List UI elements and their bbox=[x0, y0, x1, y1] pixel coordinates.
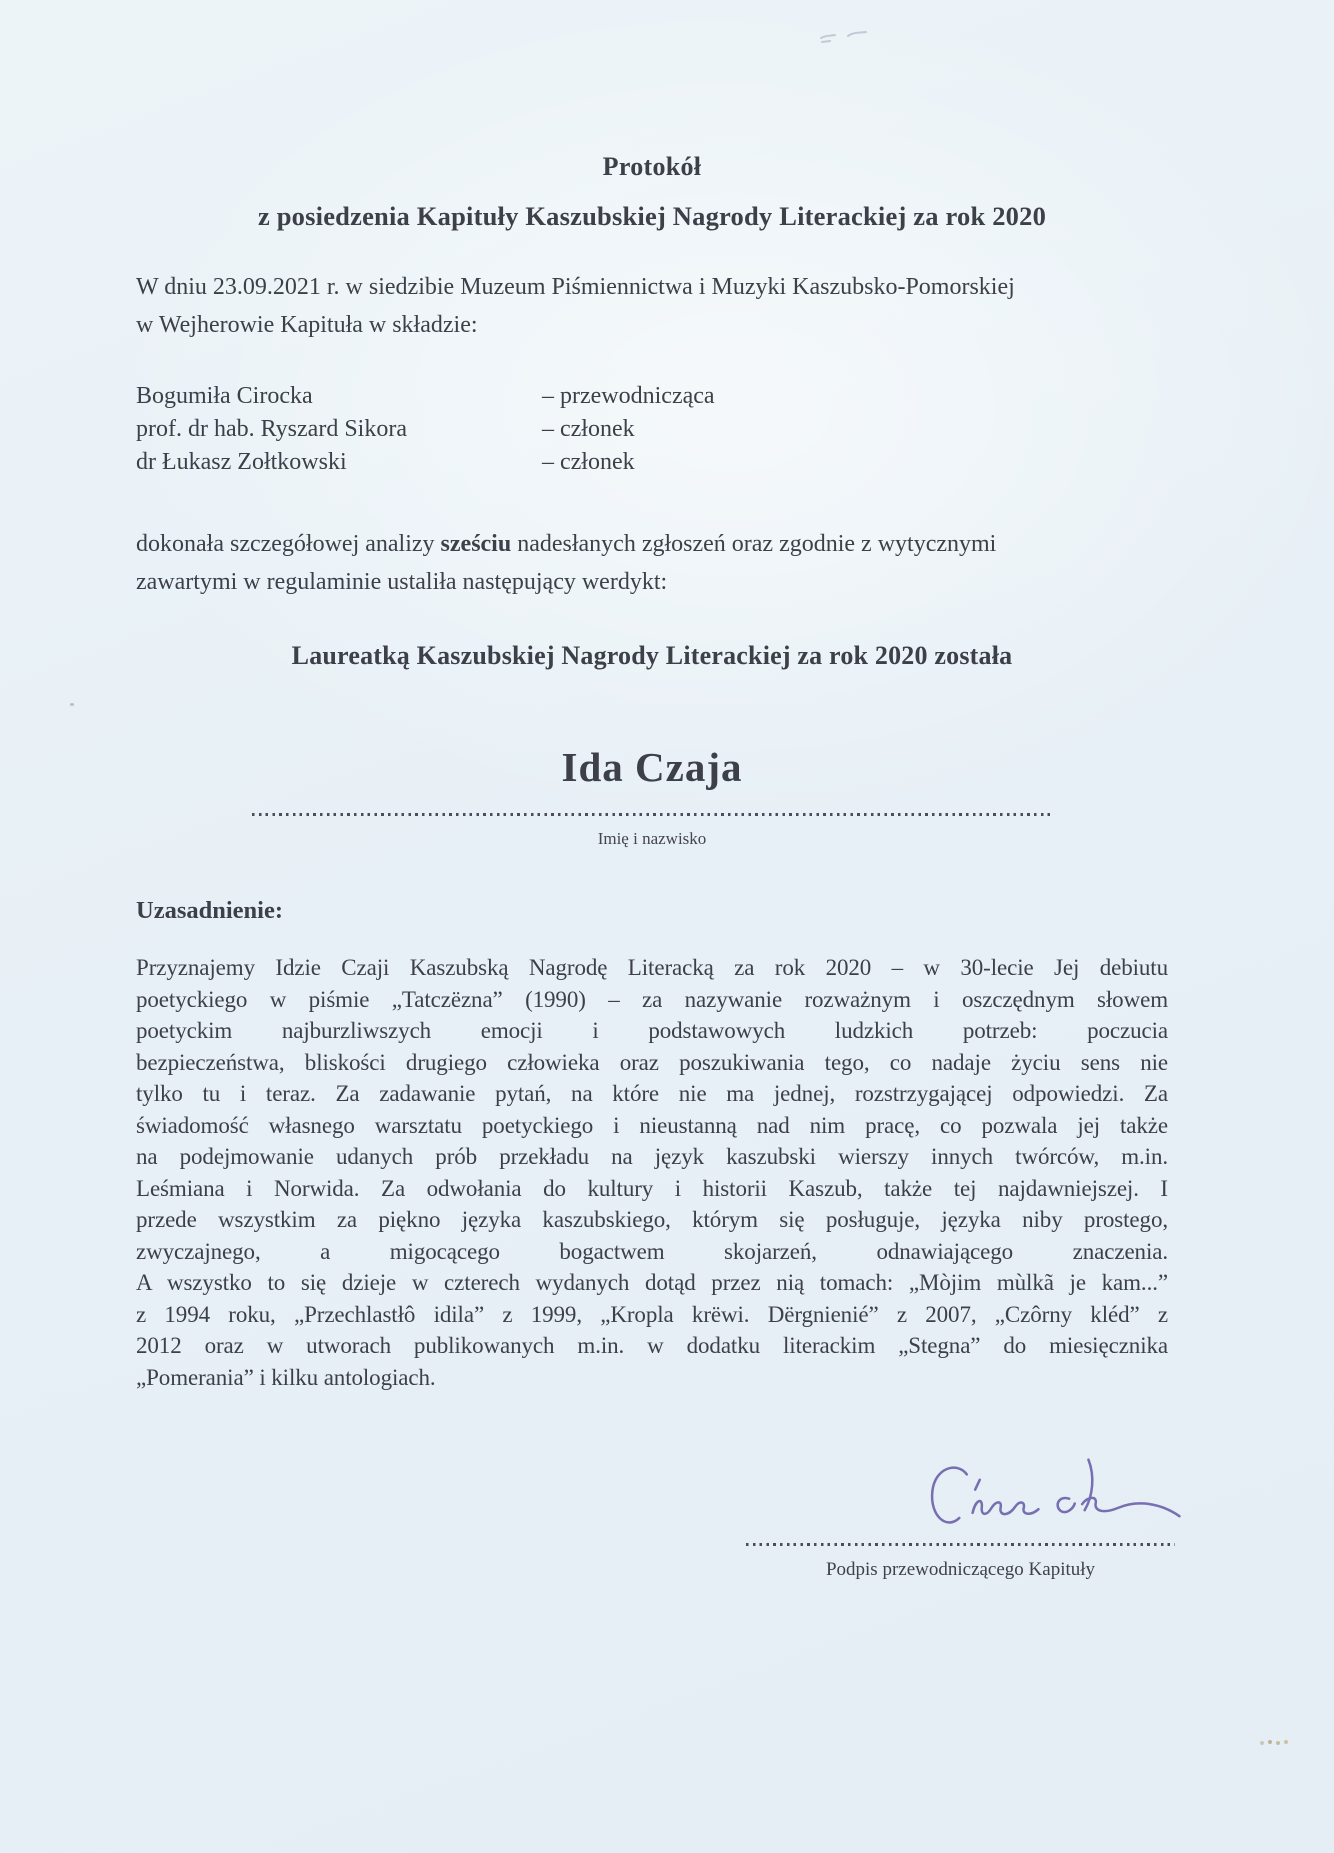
verdict-text: zawartymi w regulaminie ustaliła następujący werdykt: bbox=[136, 569, 668, 595]
handwritten-signature bbox=[909, 1443, 1186, 1550]
justification-line: poetyckiego w piśmie „Tatczëzna” (1990) – za nazywanie rozważnym i oszczędnym słowem bbox=[136, 986, 1168, 1012]
signature-caption: Podpis przewodniczącego Kapituły bbox=[825, 1559, 1096, 1580]
laureate-heading: Laureatką Kaszubskiej Nagrody Literackiej za rok 2020 została bbox=[291, 641, 1013, 670]
justification-line: 2012 oraz w utworach publikowanych m.in. w dodatku literackim „Stegna” do miesięcznika bbox=[136, 1333, 1168, 1358]
intro-line-2: w Wejherowie Kapituła w składzie: bbox=[136, 312, 478, 338]
justification-line: na podejmowanie udanych prób przekładu na język kaszubski wierszy innych twórców, m.in. bbox=[136, 1144, 1168, 1169]
justification-paragraph bbox=[136, 952, 1168, 1393]
signature-dotted-line bbox=[746, 1543, 1175, 1546]
title-line-1: Protokół bbox=[602, 152, 702, 181]
justification-line: tylko tu i teraz. Za zadawanie pytań, na które nie ma jednej, rozstrzygającej odpowiedzi. Za bbox=[136, 1081, 1168, 1106]
members-list bbox=[136, 380, 1168, 479]
justification-line: bezpieczeństwa, bliskości drugiego człowieka oraz poszukiwania tego, co nadaje życiu sens nie bbox=[136, 1049, 1168, 1075]
member-name: Bogumiła Cirocka bbox=[136, 383, 313, 409]
verdict-text: dokonała szczegółowej analizy bbox=[136, 531, 441, 557]
laureate-name: Ida Czaja bbox=[561, 744, 743, 790]
justification-line: Przyznajemy Idzie Czaji Kaszubską Nagrodę Literacką za rok 2020 – w 30-lecie Jej debiutu bbox=[136, 955, 1168, 980]
intro-line-1: W dniu 23.09.2021 r. w siedzibie Muzeum Piśmiennictwa i Muzyki Kaszubsko-Pomorskiej bbox=[136, 274, 1015, 300]
member-role: – członek bbox=[542, 449, 635, 475]
verdict-text: nadesłanych zgłoszeń oraz zgodnie z wytycznymi bbox=[511, 531, 997, 557]
justification-line: „Pomerania” i kilku antologiach. bbox=[136, 1364, 436, 1390]
justification-line: przede wszystkim za piękno języka kaszubskiego, którym się posługuje, języka niby prostego, bbox=[136, 1207, 1168, 1232]
member-row bbox=[136, 380, 1168, 413]
justification-line: świadomość własnego warsztatu poetyckiego i nieustanną nad nim pracę, co pozwala jej także bbox=[136, 1112, 1168, 1138]
justification-heading: Uzasadnienie: bbox=[136, 897, 283, 924]
name-line-caption: Imię i nazwisko bbox=[597, 829, 707, 848]
verdict-bold-word: sześciu bbox=[440, 531, 512, 557]
verdict-paragraph bbox=[136, 525, 1168, 601]
member-name: dr Łukasz Zołtkowski bbox=[136, 449, 347, 475]
document-title bbox=[136, 0, 1168, 233]
member-name: prof. dr hab. Ryszard Sikora bbox=[136, 416, 407, 442]
scan-artifact-pencil-mark bbox=[818, 26, 872, 46]
name-dotted-line bbox=[252, 813, 1052, 816]
member-role: – członek bbox=[542, 416, 635, 442]
justification-line: A wszystko to się dzieje w czterech wydanych dotąd przez nią tomach: „Mòjim mùlkã je kam...” bbox=[136, 1270, 1168, 1295]
justification-line: Leśmiana i Norwida. Za odwołania do kultury i historii Kaszub, także tej najdawniejszej. I bbox=[136, 1175, 1168, 1201]
title-line-2: z posiedzenia Kapituły Kaszubskiej Nagrody Literackiej za rok 2020 bbox=[257, 201, 1047, 231]
member-row bbox=[136, 446, 1168, 479]
justification-line: z 1994 roku, „Przechlastłô idila” z 1999, „Kropla krëwi. Dërgnienié” z 2007, „Czôrny kléd” z bbox=[136, 1301, 1168, 1327]
member-row bbox=[136, 413, 1168, 446]
member-role: – przewodnicząca bbox=[542, 383, 715, 409]
justification-line: zwyczajnego, a migocącego bogactwem skojarzeń, odnawiającego znaczenia. bbox=[136, 1238, 1168, 1264]
scan-artifact-speck bbox=[70, 703, 74, 706]
scan-artifact-dots bbox=[1268, 1740, 1272, 1744]
intro-paragraph bbox=[136, 268, 1168, 344]
document-body bbox=[136, 0, 1168, 1393]
justification-line: poetyckim najburzliwszych emocji i podstawowych ludzkich potrzeb: poczucia bbox=[136, 1018, 1168, 1043]
